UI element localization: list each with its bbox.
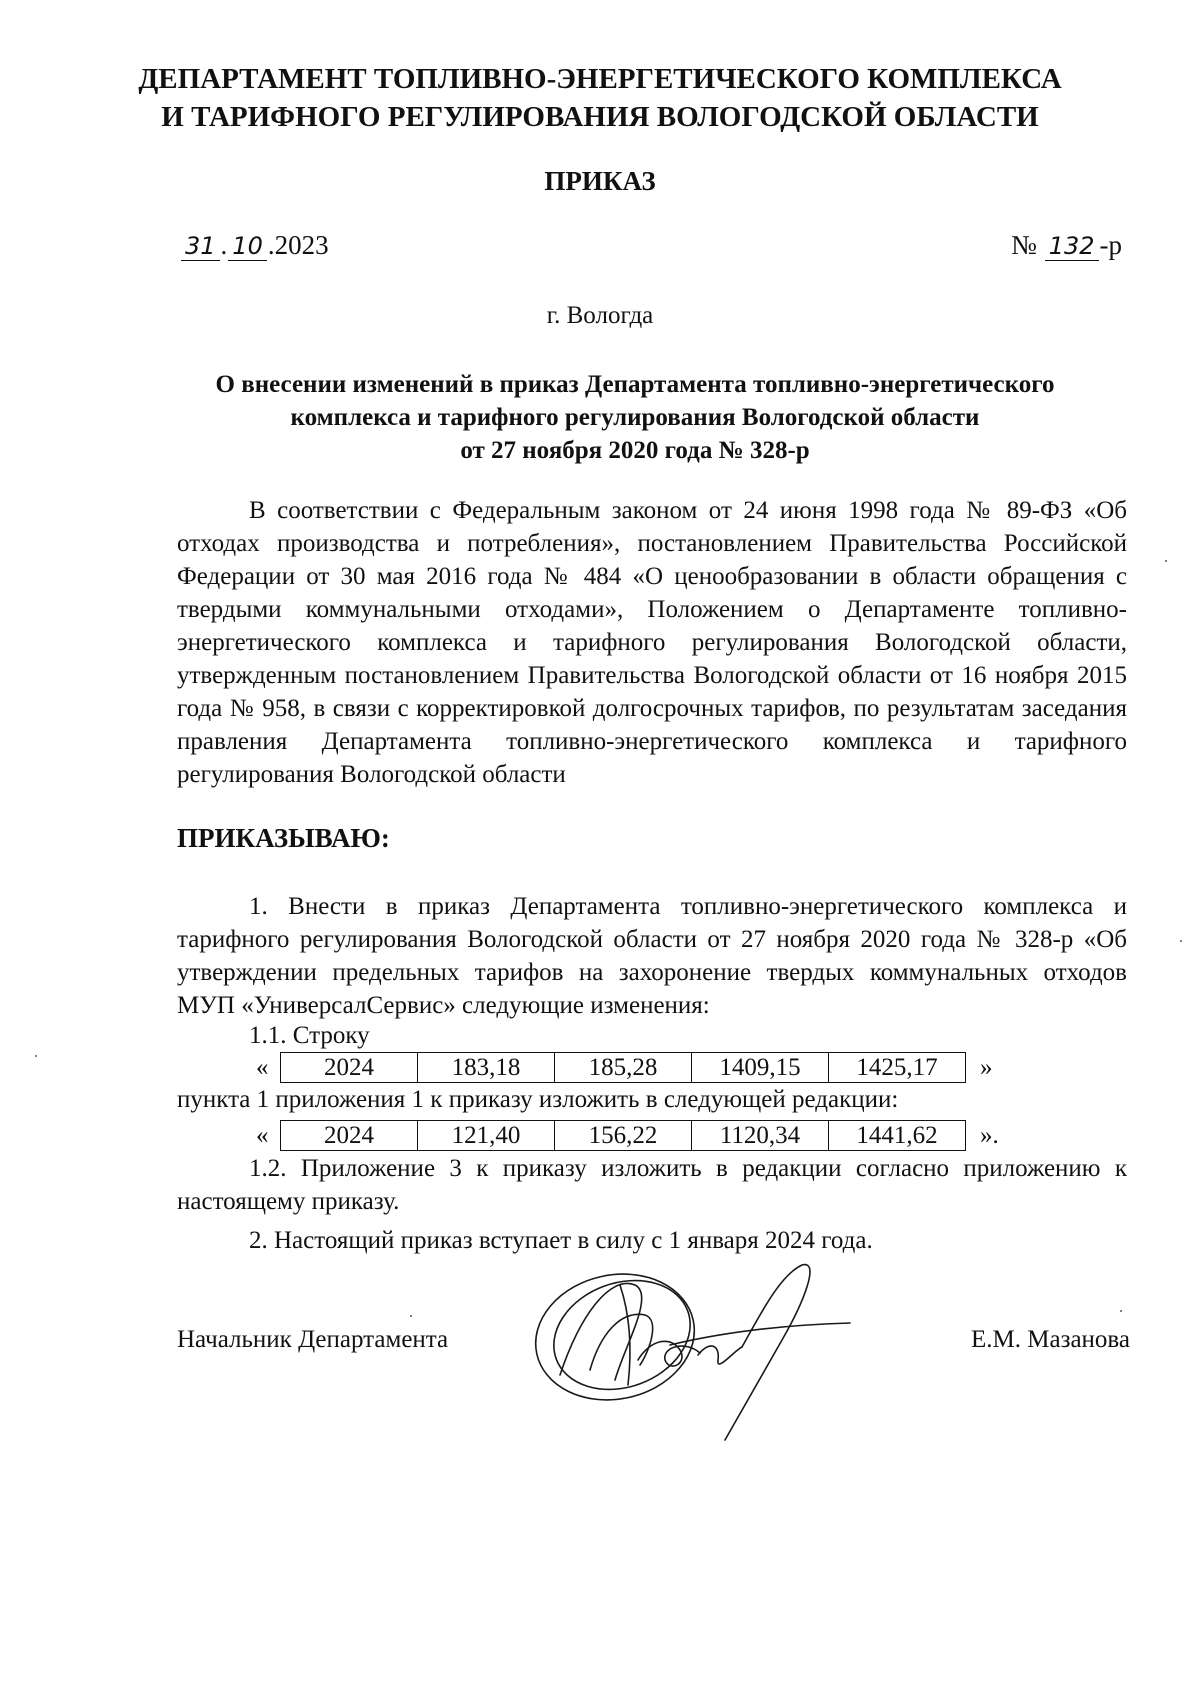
handwritten-number: 132 <box>1045 232 1099 261</box>
number-suffix: -р <box>1099 230 1122 260</box>
department-line-2: И ТАРИФНОГО РЕГУЛИРОВАНИЯ ВОЛОГОДСКОЙ ОБЛАСТИ <box>161 101 1039 133</box>
date-year: .2023 <box>267 230 329 260</box>
item-1-2-paragraph: 1.2. Приложение 3 к приказу изложить в редакции согласно приложению к настоящему приказу. <box>177 1155 1127 1215</box>
open-quote: « <box>256 1121 269 1149</box>
scan-speck <box>410 1315 412 1317</box>
number-prefix: № <box>1011 230 1037 260</box>
signatory-title: Начальник Департамента <box>177 1326 449 1353</box>
item-1-paragraph: 1. Внести в приказ Департамента топливно-энергетического комплекса и тарифного регулирования Вологодской области от 27 ноября 2020 года № 328-р «Об утверждении предельных тарифов на захоронение твердых коммунальных отходов МУП «УниверсалСервис» следующие изменения: <box>177 893 1127 1019</box>
new-tariff-row <box>256 1120 999 1151</box>
scan-speck <box>1165 560 1167 562</box>
scan-speck <box>35 1055 37 1057</box>
table-cell: 1425,17 <box>828 1053 965 1082</box>
open-quote: « <box>256 1053 269 1081</box>
new-tariff-table <box>280 1120 966 1151</box>
department-header <box>0 60 1200 136</box>
table-cell: 1409,15 <box>691 1053 828 1082</box>
close-quote: » <box>980 1053 993 1081</box>
scan-speck <box>1120 1310 1122 1312</box>
subject-line-2: комплекса и тарифного регулирования Вологодской области <box>290 404 980 431</box>
table-cell: 121,40 <box>417 1121 554 1150</box>
table-cell: 1441,62 <box>828 1121 965 1150</box>
scan-speck <box>1180 940 1182 942</box>
item-2-paragraph: 2. Настоящий приказ вступает в силу с 1 января 2024 года. <box>249 1227 873 1254</box>
table-cell: 185,28 <box>554 1053 691 1082</box>
table-cell: 183,18 <box>417 1053 554 1082</box>
handwritten-signature <box>520 1255 860 1445</box>
subject-line-3: от 27 ноября 2020 года № 328-р <box>460 437 810 464</box>
table-cell-year: 2024 <box>324 1054 374 1081</box>
handwritten-day: 31 <box>181 232 220 261</box>
table-cell-year: 2024 <box>324 1122 374 1149</box>
old-tariff-row <box>256 1052 993 1083</box>
table-cell: 1120,34 <box>691 1121 828 1150</box>
close-quote: ». <box>980 1121 999 1149</box>
order-date: 31 . 10 .2023 <box>180 230 329 261</box>
order-subject <box>150 368 1120 467</box>
city: г. Вологда <box>546 302 654 329</box>
handwritten-month: 10 <box>228 232 267 261</box>
table-cell: 156,22 <box>554 1121 691 1150</box>
item-1-1-label: 1.1. Строку <box>249 1022 370 1049</box>
department-line-1: ДЕПАРТАМЕНТ ТОПЛИВНО-ЭНЕРГЕТИЧЕСКОГО КОМПЛЕКСА <box>138 63 1062 95</box>
old-tariff-table <box>280 1052 966 1083</box>
between-rows-text: пункта 1 приложения 1 к приказу изложить в следующей редакции: <box>177 1086 899 1113</box>
preamble-paragraph: В соответствии с Федеральным законом от 24 июня 1998 года № 89-ФЗ «Об отходах производства и потребления», постановлением Правительства Российской Федерации от 30 мая 2016 года № 484 «О ценообразовании в области обращения с твердыми коммунальными отходами», Положением о Департаменте топливно-энергетического комплекса и тарифного регулирования Вологодской области, утвержденным постановлением Правительства Вологодской области от 16 ноября 2015 года № 958, в связи с корректировкой долгосрочных тарифов, по результатам заседания правления Департамента топливно-энергетического комплекса и тарифного регулирования Вологодской области <box>177 497 1127 788</box>
order-verb: ПРИКАЗЫВАЮ: <box>177 823 390 853</box>
signatory-name: Е.М. Мазанова <box>971 1326 1130 1353</box>
order-number <box>1011 230 1122 261</box>
document-type: ПРИКАЗ <box>544 166 656 196</box>
subject-line-1: О внесении изменений в приказ Департамента топливно-энергетического <box>215 371 1055 398</box>
